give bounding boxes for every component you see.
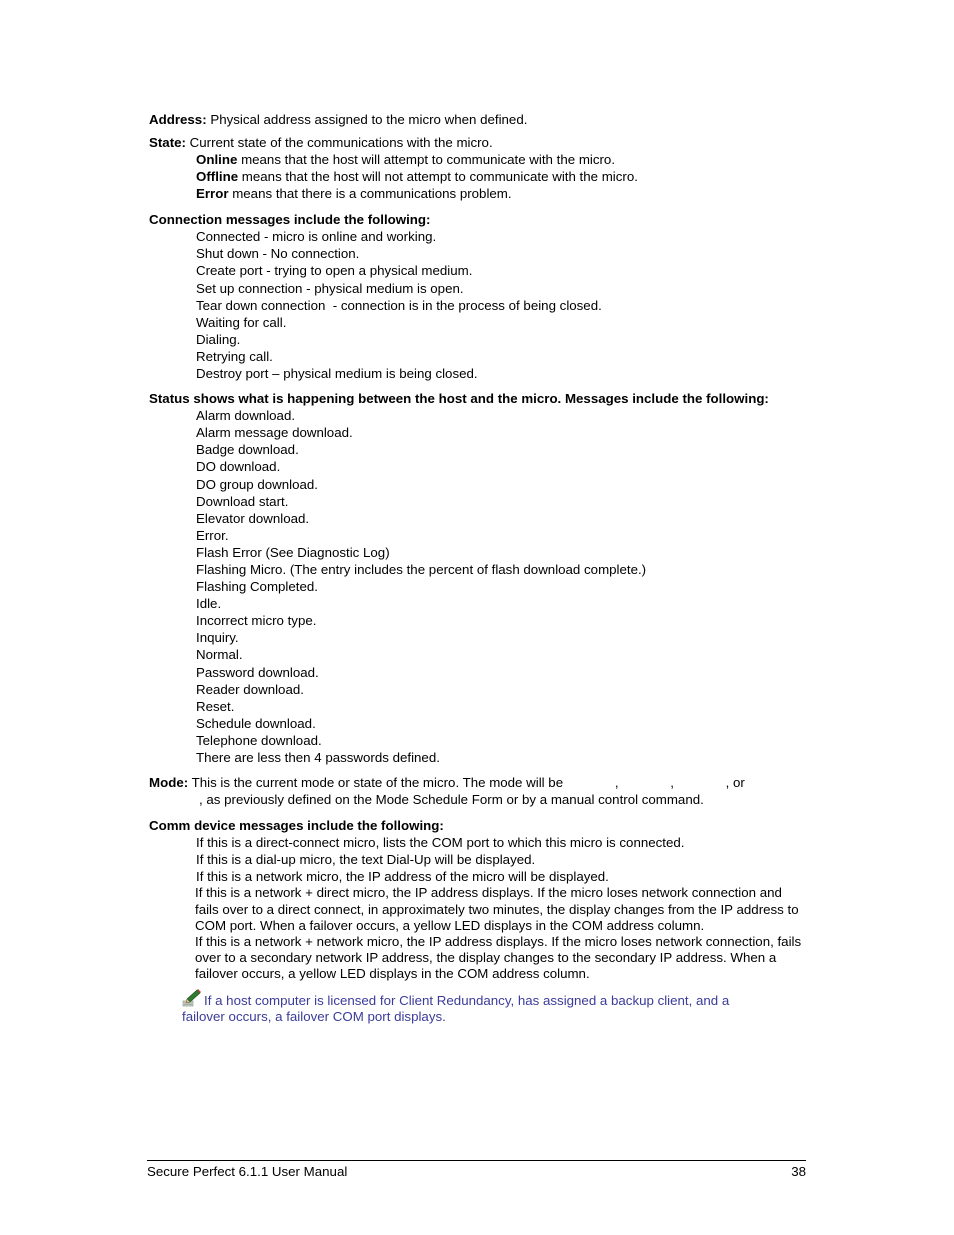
state-term: Error [196, 186, 229, 202]
state-text: Current state of the communications with the micro. [185, 135, 493, 150]
state-item-error [196, 185, 809, 202]
list-item: Destroy port – physical medium is being closed. [196, 366, 478, 382]
list-item: Telephone download. [196, 732, 322, 748]
state-paragraph [149, 134, 809, 151]
state-item-online [196, 151, 809, 168]
list-item: There are less then 4 passwords defined. [196, 750, 440, 765]
mode-section [149, 774, 809, 808]
state-item-offline [196, 168, 809, 185]
comm-section [149, 817, 809, 983]
mode-label: Mode: [149, 775, 189, 791]
mode-paragraph [149, 774, 809, 791]
document-body [149, 111, 809, 1025]
list-item: Alarm download. [196, 408, 296, 424]
list-item: Flashing Micro. (The entry includes the percent of flash download complete.) [196, 561, 647, 577]
footer-page-number: 38 [791, 1164, 806, 1179]
list-item: Shut down - No connection. [196, 246, 360, 262]
status-section [149, 390, 809, 766]
footer-title: Secure Perfect 6.1.1 User Manual [147, 1164, 348, 1179]
list-item: Connected - micro is online and working. [196, 229, 437, 245]
list-item: Alarm message download. [196, 425, 353, 441]
note-callout [149, 989, 772, 1025]
list-item: Badge download. [196, 442, 299, 458]
list-item: Idle. [196, 596, 222, 612]
list-item: Inquiry. [196, 630, 239, 646]
list-item: Incorrect micro type. [196, 613, 317, 629]
status-heading: Status shows what is happening between the host and the micro. Messages include the following: [149, 391, 769, 407]
list-item: If this is a dial-up micro, the text Dial-Up will be displayed. [196, 852, 536, 868]
state-term: Offline [196, 169, 239, 185]
connection-heading: Connection messages include the following: [149, 212, 431, 228]
comm-paragraph: If this is a network + direct micro, the IP address displays. If the micro loses network connection and fails over to a direct connect, in approximately two minutes, the display changes from the IP address to COM port. When a failover occurs, a yellow LED displays in the COM address column. [195, 885, 799, 933]
address-text: Physical address assigned to the micro when defined. [206, 112, 528, 127]
connection-section [149, 211, 809, 382]
status-list [149, 407, 809, 766]
list-item: Password download. [196, 664, 319, 680]
note-text: If a host computer is licensed for Client Redundancy, has assigned a backup client, and a failover occurs, a failover COM port displays. [182, 992, 730, 1024]
state-list [149, 151, 809, 202]
page-footer [147, 1160, 806, 1180]
list-item: Normal. [196, 647, 243, 663]
mode-line2: , as previously defined on the Mode Schedule Form or by a manual control command. [199, 792, 704, 808]
list-item: Create port - trying to open a physical medium. [196, 263, 473, 279]
list-item: Dialing. [196, 331, 241, 347]
address-paragraph [149, 111, 809, 128]
comm-paragraph: If this is a network + network micro, the IP address displays. If the micro loses network connection, fails over to a secondary network IP address, the display changes to the secondary IP address. When a failover occurs, a yellow LED displays in the COM address column. [195, 933, 802, 982]
state-desc: means that the host will attempt to communicate with the micro. [237, 152, 616, 167]
list-item: Elevator download. [196, 510, 310, 526]
list-item: Schedule download. [196, 715, 316, 731]
list-item: Waiting for call. [196, 314, 287, 330]
list-item: Retrying call. [196, 348, 273, 364]
list-item: Flash Error (See Diagnostic Log) [196, 544, 390, 560]
state-label: State: [149, 135, 186, 150]
state-desc: means that there is a communications problem. [228, 186, 512, 202]
list-item: Tear down connection - connection is in the process of being closed. [196, 297, 602, 313]
comm-heading: Comm device messages include the following: [149, 818, 444, 834]
state-section [149, 134, 809, 202]
list-item: Error. [196, 527, 229, 543]
comm-paragraphs [149, 885, 807, 982]
list-item: If this is a direct-connect micro, lists the COM port to which this micro is connected. [196, 835, 685, 851]
list-item: Flashing Completed. [196, 579, 318, 595]
note-pencil-icon [182, 989, 202, 1007]
connection-list [149, 228, 809, 382]
state-term: Online [196, 152, 238, 167]
list-item: Reader download. [196, 681, 304, 697]
mode-line1: This is the current mode or state of the micro. The mode will be , , , or [188, 775, 745, 791]
list-item: Set up connection - physical medium is open. [196, 280, 464, 296]
list-item: Download start. [196, 493, 289, 509]
comm-list [149, 834, 809, 885]
list-item: Reset. [196, 698, 235, 714]
state-desc: means that the host will not attempt to communicate with the micro. [238, 169, 638, 185]
list-item: DO group download. [196, 476, 318, 492]
list-item: If this is a network micro, the IP address of the micro will be displayed. [196, 869, 609, 885]
address-label: Address: [149, 112, 207, 127]
list-item: DO download. [196, 459, 281, 475]
